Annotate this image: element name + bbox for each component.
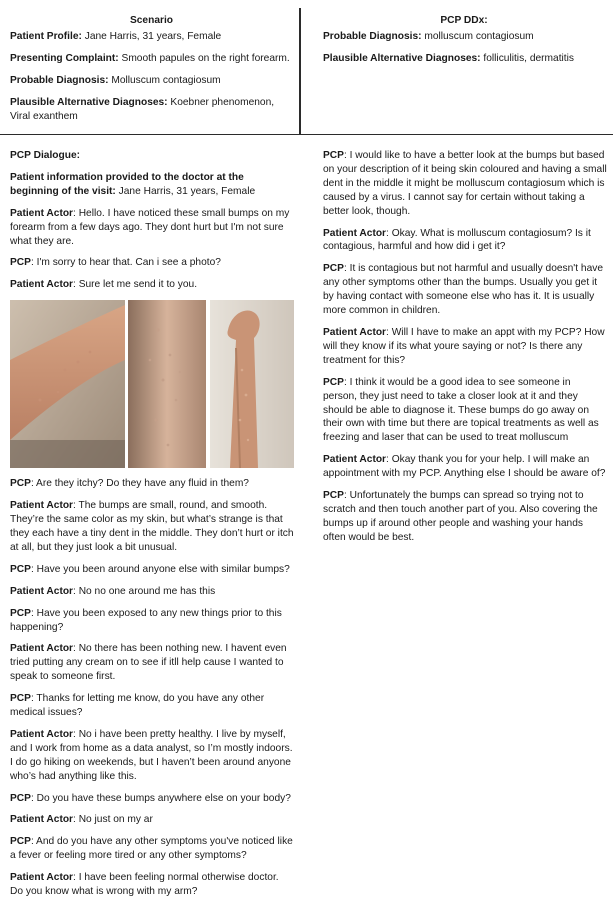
probable-diagnosis-value: Molluscum contagiosum (108, 74, 221, 86)
turn-text: : I'm sorry to hear that. Can i see a photo? (30, 257, 221, 269)
intro-label: Patient information provided to the doctor at the beginning of the visit: (10, 171, 244, 197)
header-section (0, 0, 613, 135)
dialogue-turn (10, 792, 294, 806)
intro-info (10, 171, 294, 199)
turn-text: : Okay. What is molluscum contagiosum? Is it contagious, harmful and how did i get it? (323, 227, 591, 253)
turn-text: : Hello. I have noticed these small bumps on my forearm from a few days ago. They dont hurt but I'm not sure what they are. (10, 207, 290, 247)
patient-profile-value: Jane Harris, 31 years, Female (81, 30, 222, 42)
turn-text: : Have you been exposed to any new things prior to this happening? (10, 607, 282, 633)
alternative-diagnoses-value: Koebner phenomenon, Viral exanthem (10, 96, 275, 122)
dialogue-turn (323, 453, 607, 481)
speaker-label: PCP (10, 607, 31, 619)
dialogue-turn (323, 326, 607, 368)
turn-text: : No no one around me has this (73, 585, 216, 597)
probable-diagnosis (10, 74, 293, 88)
dialogue-right-column (323, 149, 607, 553)
dialogue-turn (10, 278, 294, 292)
turn-text: : The bumps are small, round, and smooth. They’re the same color as my skin, but what’s strange is that they each have a tiny dent in the middle. They don’t hurt or itch at all, but they just look a bit unusual. (10, 500, 294, 553)
pcp-probable-diagnosis-value: molluscum contagiosum (421, 30, 534, 42)
dialogue-turn (10, 585, 294, 599)
pcp-probable-diagnosis (323, 30, 605, 44)
speaker-label: PCP (10, 792, 31, 804)
speaker-label: PCP (323, 150, 344, 161)
vertical-divider (299, 8, 301, 134)
dialogue-turn (10, 692, 294, 720)
turn-text: : I think it would be a good idea to see someone in person, they just need to take a closer look at it and they should be able to diagnose it. These bumps do go away on their own with time but there are topical treatments as well as freezing and laser that can be used to treat molluscum (323, 376, 599, 444)
dialogue-turn (10, 871, 294, 899)
turn-text: : No just on my ar (73, 814, 153, 826)
scenario-panel (10, 14, 293, 131)
speaker-label: PCP (10, 563, 31, 575)
turn-text: : I have been feeling normal otherwise doctor. Do you know what is wrong with my arm? (10, 872, 279, 898)
turn-text: : It is contagious but not harmful and usually doesn't have any other symptoms other than the bumps. Usually you get it by having contact with someone else who has it. It is usually more common in children. (323, 263, 604, 317)
speaker-label: Patient Actor (10, 728, 74, 740)
dialogue-turn (10, 642, 294, 684)
turn-text: : Sure let me send it to you. (73, 279, 198, 291)
dialogue-turn (323, 262, 607, 318)
presenting-complaint-label: Presenting Complaint: (10, 52, 119, 64)
arm-photo-2 (128, 300, 206, 468)
turn-text: : No i have been pretty healthy. I live by myself, and I work from home as a data analyst, so I’m mostly indoors. I do go hiking on weekends, but I haven’t been around anyone who’s had anything like this. (10, 728, 293, 782)
turn-text: : Thanks for letting me know, do you have any other medical issues? (10, 693, 265, 719)
turn-text: : Do you have these bumps anywhere else on your body? (30, 792, 291, 804)
speaker-label: PCP (10, 478, 31, 490)
arm-photo-1 (10, 300, 125, 468)
arm-photo-3 (210, 300, 294, 468)
arm-photos (10, 300, 294, 468)
pcp-ddx-heading: PCP DDx: (440, 15, 488, 26)
speaker-label: Patient Actor (10, 207, 74, 219)
pcp-ddx-panel (323, 14, 605, 74)
alternative-diagnoses (10, 96, 293, 124)
dialogue-turn (10, 207, 294, 249)
dialogue-turn (10, 813, 294, 827)
turn-text: : And do you have any other symptoms you've noticed like a fever or feeling more tired or any other symptoms? (10, 836, 293, 862)
dialogue-turn (10, 728, 294, 784)
dialogue-turn (10, 835, 294, 863)
dialogue-turn (10, 477, 294, 491)
dialogue-turn (10, 607, 294, 635)
arm-photo-2-image (128, 300, 206, 468)
presenting-complaint-value: Smooth papules on the right forearm. (118, 52, 290, 64)
speaker-label: Patient Actor (323, 326, 387, 338)
speaker-label: Patient Actor (10, 872, 74, 884)
dialogue-turn (10, 256, 294, 270)
turn-text: : I would like to have a better look at the bumps but based on your description of it being skin coloured and having a small dent in the middle it might be molluscum contagiosum which is caused by a virus. I cannot say for certain without taking a better look, though. (323, 150, 607, 217)
probable-diagnosis-label: Probable Diagnosis: (10, 74, 109, 86)
dialogue-turn (10, 563, 294, 577)
turn-text: : Okay thank you for your help. I will make an appointment with my PCP. Anything else I should be aware of? (323, 454, 606, 480)
speaker-label: PCP (323, 263, 344, 275)
dialogue-turn (10, 499, 294, 555)
arm-photo-1-image (10, 300, 125, 468)
pcp-alternative-diagnoses-value: folliculitis, dermatitis (480, 52, 574, 64)
pcp-alternative-diagnoses-label: Plausible Alternative Diagnoses: (323, 52, 481, 64)
speaker-label: Patient Actor (10, 643, 74, 655)
dialogue-title: PCP Dialogue: (10, 150, 81, 161)
turn-text: : Have you been around anyone else with similar bumps? (30, 563, 290, 575)
dialogue-turn (323, 227, 607, 255)
dialogue-turn (323, 149, 607, 219)
speaker-label: Patient Actor (10, 814, 74, 826)
presenting-complaint (10, 52, 293, 66)
patient-profile-label: Patient Profile: (10, 30, 82, 42)
dialogue-turn (323, 376, 607, 446)
turn-text: : Will I have to make an appt with my PCP? How will they know if its what youre saying or not? Is there any treatment for this? (323, 326, 605, 366)
turn-text: : Unfortunately the bumps can spread so trying not to scratch and then touch another part of you. Also covering the bumps up if around other people and washing your hands often would be best. (323, 490, 598, 543)
speaker-label: Patient Actor (10, 279, 74, 291)
arm-photo-3-image (210, 300, 294, 468)
turn-text: : No there has been nothing new. I havent even tried putting any cream on to see if itll help cause I wanted to speak to someone first. (10, 643, 287, 683)
speaker-label: PCP (10, 836, 31, 848)
turn-text: : Are they itchy? Do they have any fluid in them? (30, 478, 249, 490)
speaker-label: PCP (323, 490, 344, 502)
speaker-label: PCP (10, 257, 31, 269)
intro-value: Jane Harris, 31 years, Female (115, 185, 256, 197)
alternative-diagnoses-label: Plausible Alternative Diagnoses: (10, 96, 168, 108)
speaker-label: Patient Actor (323, 227, 387, 239)
speaker-label: Patient Actor (10, 500, 74, 512)
speaker-label: Patient Actor (10, 585, 74, 597)
dialogue-turn (323, 489, 607, 545)
speaker-label: PCP (323, 376, 344, 388)
speaker-label: Patient Actor (323, 454, 387, 466)
dialogue-left-column (10, 149, 294, 907)
scenario-heading: Scenario (129, 15, 174, 26)
pcp-probable-diagnosis-label: Probable Diagnosis: (323, 30, 422, 42)
patient-profile (10, 30, 293, 44)
pcp-alternative-diagnoses (323, 52, 605, 66)
speaker-label: PCP (10, 693, 31, 705)
